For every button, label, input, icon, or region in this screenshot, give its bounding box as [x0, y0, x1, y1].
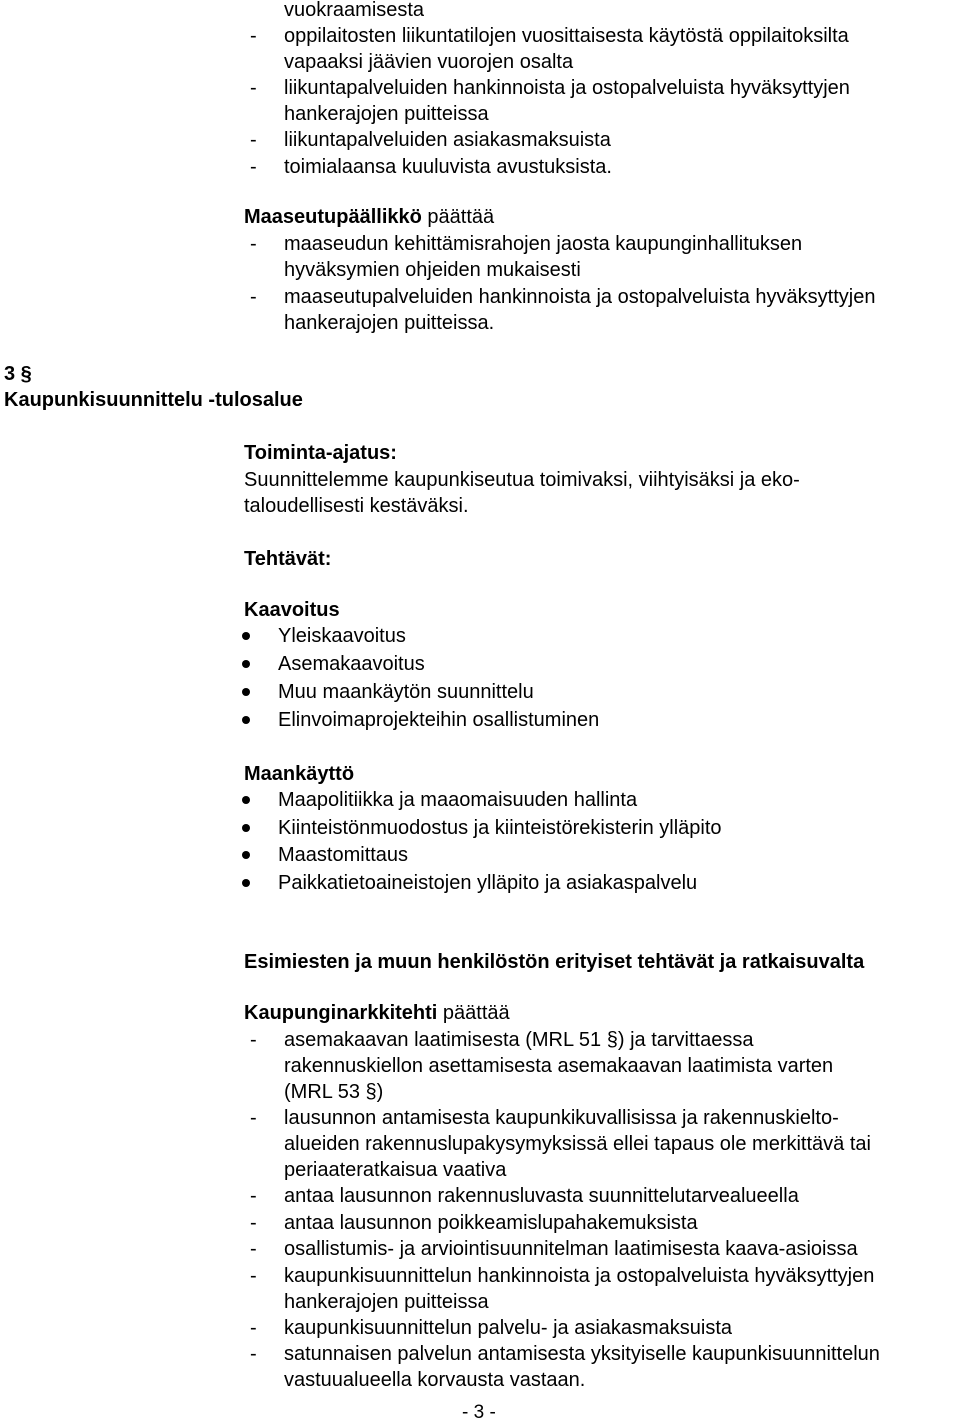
list-line: antaa lausunnon poikkeamislupahakemuksista: [284, 1212, 698, 1234]
list-line: liikuntapalveluiden hankinnoista ja ostopalveluista hyväksyttyjen: [284, 77, 850, 99]
bullet-item: Maapolitiikka ja maaomaisuuden hallinta: [278, 789, 638, 811]
list-line: periaateratkaisua vaativa: [284, 1159, 507, 1181]
bullet-item: Muu maankäytön suunnittelu: [278, 681, 534, 703]
bullet-icon: [242, 851, 250, 859]
tehtavat-heading: Tehtävät:: [244, 548, 332, 570]
list-line: vastuualueella korvausta vastaan.: [284, 1369, 586, 1391]
dash: -: [250, 25, 257, 47]
section-title: Kaupunkisuunnittelu -tulosalue: [4, 389, 303, 411]
list-line: vapaaksi jäävien vuorojen osalta: [284, 51, 574, 73]
list-line: hyväksymien ohjeiden mukaisesti: [284, 259, 581, 281]
bullet-icon: [242, 824, 250, 832]
bullet-item: Kiinteistönmuodostus ja kiinteistörekisterin ylläpito: [278, 817, 722, 839]
list-line: lausunnon antamisesta kaupunkikuvallisissa ja rakennuskielto-: [284, 1107, 839, 1129]
list-line: oppilaitosten liikuntatilojen vuosittaisesta käytöstä oppilaitoksilta: [284, 25, 849, 47]
dash: -: [250, 1185, 257, 1207]
bullet-icon: [242, 632, 250, 640]
list-line: hankerajojen puitteissa: [284, 103, 489, 125]
dash: -: [250, 156, 257, 178]
list-line: satunnaisen palvelun antamisesta yksityiselle kaupunkisuunnittelun: [284, 1343, 880, 1365]
bullet-item: Paikkatietoaineistojen ylläpito ja asiakaspalvelu: [278, 872, 698, 894]
dash: -: [250, 1238, 257, 1260]
dash: -: [250, 233, 257, 255]
bullet-icon: [242, 688, 250, 696]
bullet-icon: [242, 660, 250, 668]
bullet-item: Elinvoimaprojekteihin osallistuminen: [278, 709, 600, 731]
toiminta-line: taloudellisesti kestäväksi.: [244, 495, 469, 517]
list-line: maaseudun kehittämisrahojen jaosta kaupunginhallituksen: [284, 233, 803, 255]
bullet-item: Yleiskaavoitus: [278, 625, 406, 647]
list-line: hankerajojen puitteissa: [284, 1291, 489, 1313]
dash: -: [250, 1265, 257, 1287]
dash: -: [250, 1212, 257, 1234]
list-line: osallistumis- ja arviointisuunnitelman laatimisesta kaava-asioissa: [284, 1238, 858, 1260]
dash: -: [250, 129, 257, 151]
bullet-item: Maastomittaus: [278, 844, 409, 866]
dash: -: [250, 1317, 257, 1339]
arkkitehti-heading: Kaupunginarkkitehti päättää: [244, 1002, 510, 1024]
section-number: 3 §: [4, 363, 32, 385]
list-line: kaupunkisuunnittelun palvelu- ja asiakasmaksuista: [284, 1317, 733, 1339]
dash: -: [250, 77, 257, 99]
dash: -: [250, 1107, 257, 1129]
page-number: - 3 -: [462, 1402, 496, 1423]
esimiesten-heading: Esimiesten ja muun henkilöstön erityiset tehtävät ja ratkaisuvalta: [244, 951, 865, 973]
list-line: alueiden rakennuslupakysymyksissä ellei tapaus ole merkittävä tai: [284, 1133, 871, 1155]
bullet-item: Asemakaavoitus: [278, 653, 425, 675]
list-line: toimialaansa kuuluvista avustuksista.: [284, 156, 612, 178]
list-line: rakennuskiellon asettamisesta asemakaavan laatimista varten: [284, 1055, 834, 1077]
list-line: kaupunkisuunnittelun hankinnoista ja ostopalveluista hyväksyttyjen: [284, 1265, 875, 1287]
dash: -: [250, 1343, 257, 1365]
list-line: maaseutupalveluiden hankinnoista ja ostopalveluista hyväksyttyjen: [284, 286, 876, 308]
list-line: antaa lausunnon rakennusluvasta suunnittelutarvealueella: [284, 1185, 799, 1207]
bullet-icon: [242, 796, 250, 804]
list-line: liikuntapalveluiden asiakasmaksuista: [284, 129, 611, 151]
maankaytto-heading: Maankäyttö: [244, 763, 355, 785]
bullet-icon: [242, 716, 250, 724]
list-line: hankerajojen puitteissa.: [284, 312, 495, 334]
dash: -: [250, 286, 257, 308]
list-line: (MRL 53 §): [284, 1081, 384, 1103]
dash: -: [250, 1029, 257, 1051]
toiminta-line: Suunnittelemme kaupunkiseutua toimivaksi, viihtyisäksi ja eko-: [244, 469, 800, 491]
maaseutu-heading: Maaseutupäällikkö päättää: [244, 206, 495, 228]
list-line: vuokraamisesta: [284, 0, 425, 21]
bullet-icon: [242, 879, 250, 887]
list-line: asemakaavan laatimisesta (MRL 51 §) ja tarvittaessa: [284, 1029, 754, 1051]
kaavoitus-heading: Kaavoitus: [244, 599, 340, 621]
toiminta-heading: Toiminta-ajatus:: [244, 442, 397, 464]
